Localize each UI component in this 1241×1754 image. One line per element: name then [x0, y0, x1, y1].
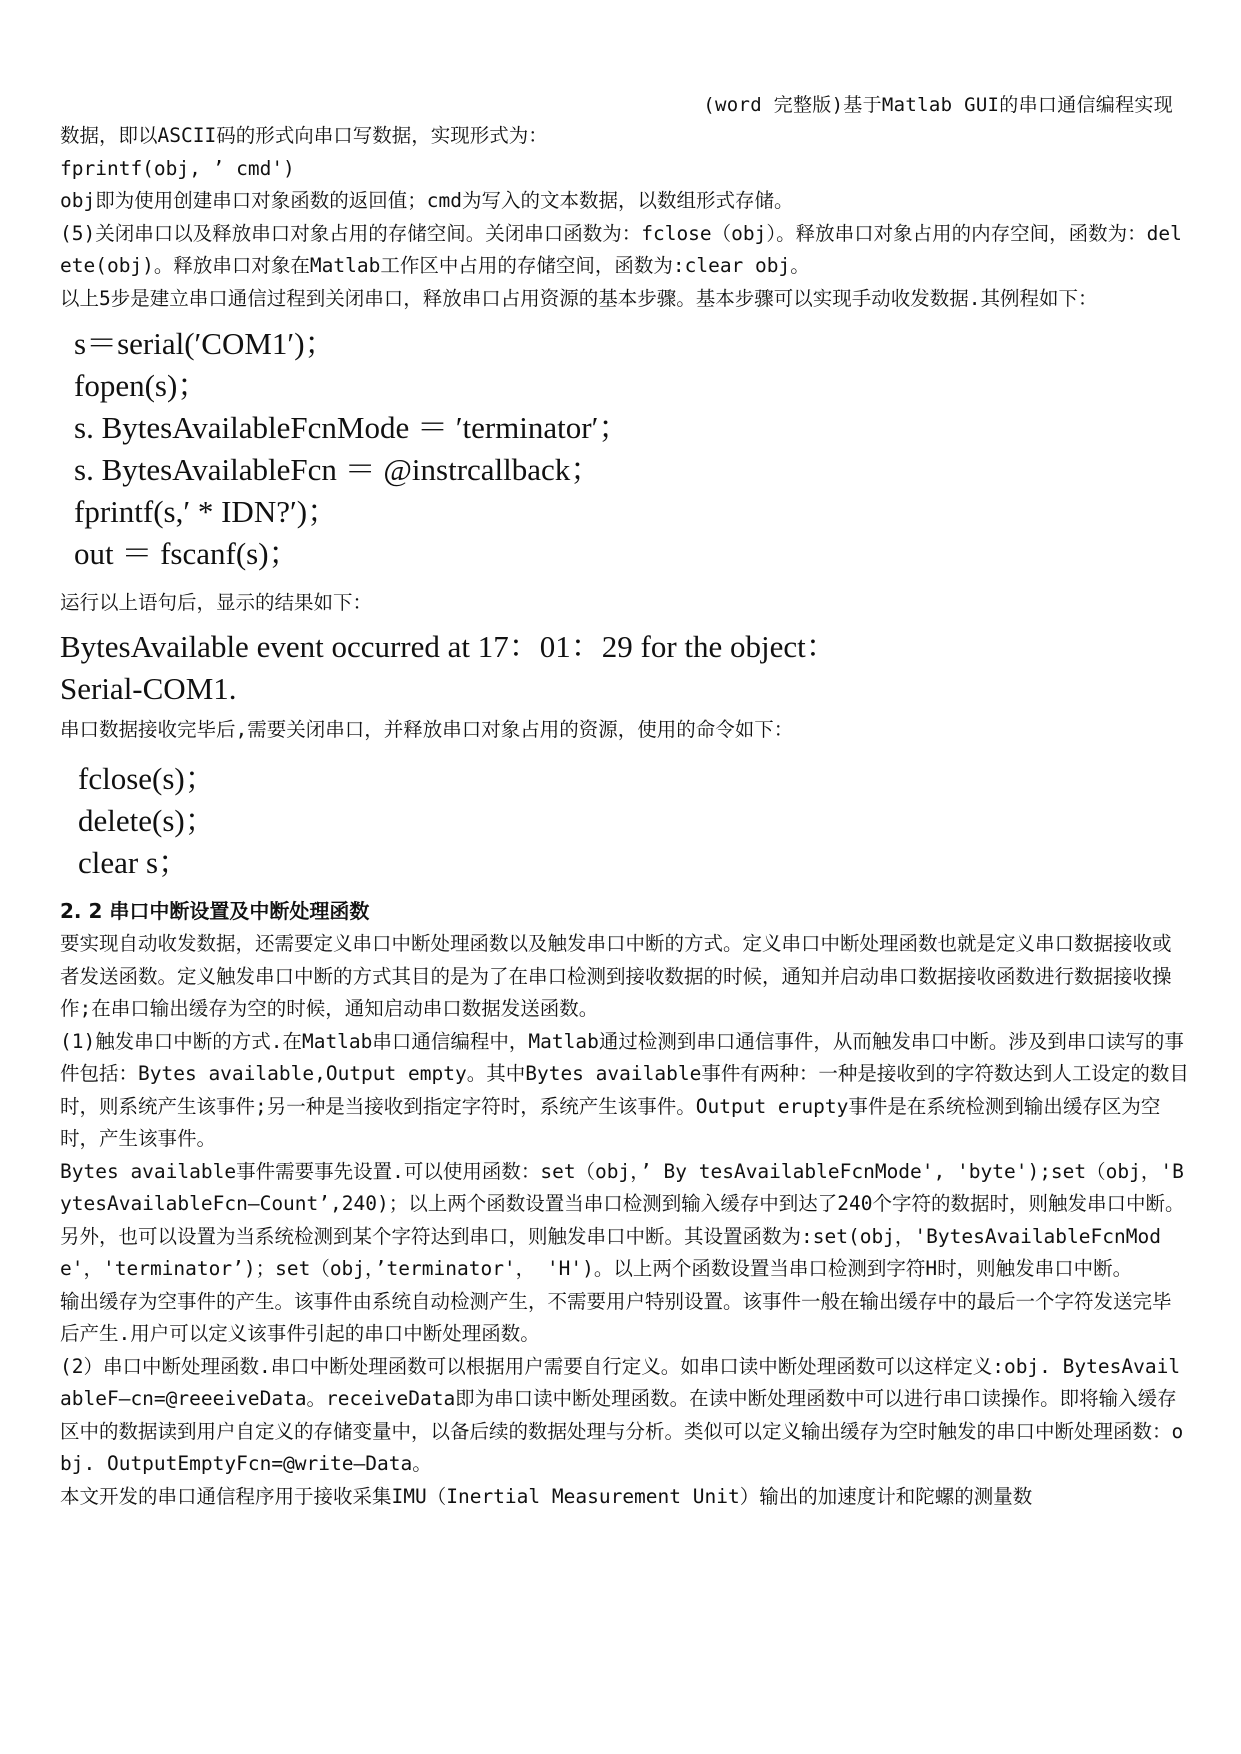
paragraph-imu: 本文开发的串口通信程序用于接收采集IMU（Inertial Measurement Unit）输出的加速度计和陀螺的测量数 [60, 1484, 1033, 1508]
result-output [60, 626, 1190, 710]
code-line: delete(s)； [78, 803, 216, 838]
document-body [60, 120, 1190, 1513]
paragraph-obj-cmd: obj即为使用创建串口对象函数的返回值；cmd为写入的文本数据，以数组形式存储。 [60, 189, 794, 212]
code-line: fprintf(s,′ * IDN?′)； [74, 494, 339, 529]
code-line: clear s； [78, 845, 190, 880]
paragraph-trigger-mode: (1)触发串口中断的方式.在Matlab串口通信编程中，Matlab通过检测到串口通信事件，从而触发串口中断。涉及到串口读写的事件包括：Bytes available,Output empty。其中Bytes available事件有两种：一种是接收到的字符数达到人工设定的数目时，则系统产生该事件;另一种是当接收到指定字符时，系统产生该事件。Output erupty事件是在系统检测到输出缓存区为空时，产生该事件。 [60, 1029, 1189, 1150]
paragraph-handler-function: (2）串口中断处理函数.串口中断处理函数可以根据用户需要自行定义。如串口读中断处理函数可以这样定义:obj. BytesAvailableF—cn=@reeeiveData。receiveData即为串口读中断处理函数。在读中断处理函数中可以进行串口读操作。即将输入缓存区中的数据读到用户自定义的存储变量中，以备后续的数据处理与分析。类似可以定义输出缓存为空时触发的串口中断处理函数：obj. OutputEmptyFcn=@write—Data。 [60, 1354, 1184, 1475]
paragraph-after-run: 运行以上语句后，显示的结果如下： [60, 591, 373, 614]
paragraph-interrupt-intro: 要实现自动收发数据，还需要定义串口中断处理函数以及触发串口中断的方式。定义串口中断处理函数也就是定义串口数据接收或者发送函数。定义触发串口中断的方式其目的是为了在串口检测到接收数据的时候，通知并启动串口数据接收函数进行数据接收操作;在串口输出缓存为空的时候，通知启动串口数据发送函数。 [60, 932, 1172, 1020]
paragraph-close-intro: 串口数据接收完毕后,需要关闭串口，并释放串口对象占用的资源，使用的命令如下： [60, 717, 794, 741]
code-line: out ＝ fscanf(s)； [74, 536, 300, 571]
code-example-close [78, 758, 1190, 884]
result-line: BytesAvailable event occurred at 17：01：29 for the object： [60, 628, 837, 664]
code-line: fopen(s)； [74, 368, 209, 403]
code-line: s＝serial(′COM1′)； [74, 326, 336, 361]
paragraph-ascii-write: 数据，即以ASCII码的形式向串口写数据，实现形式为： [60, 124, 548, 147]
code-line: s. BytesAvailableFcn ＝ @instrcallback； [74, 452, 602, 487]
paragraph-output-empty: 输出缓存为空事件的产生。该事件由系统自动检测产生，不需要用户特别设置。该事件一般在输出缓存中的最后一个字符发送完毕后产生.用户可以定义该事件引起的串口中断处理函数。 [60, 1289, 1172, 1345]
code-line: fclose(s)； [78, 761, 216, 796]
paragraph-close-serial: (5)关闭串口以及释放串口对象占用的存储空间。关闭串口函数为：fclose（obj）。释放串口对象占用的内存空间，函数为：delete(obj)。释放串口对象在Matlab工作区中占用的存储空间，函数为:clear obj。 [60, 221, 1182, 277]
paragraph-bytes-available: Bytes available事件需要事先设置.可以使用函数：set（obj，’ By tesAvailableFcnMode', 'byte');set（obj，'BytesAvailableFcn—Count’,240)；以上两个函数设置当串口检测到输入缓存中到达了240个字符的数据时，则触发串口中断。另外，也可以设置为当系统检测到某个字符达到串口，则触发串口中断。其设置函数为:set(obj，'BytesAvailableFcnMode'，'terminator’)；set（obj，’terminator'， 'H')。以上两个函数设置当串口检测到字符H时，则触发串口中断。 [60, 1159, 1185, 1280]
page-header: (word 完整版)基于Matlab GUI的串口通信编程实现 [703, 94, 1173, 116]
code-example-open [74, 323, 1190, 575]
paragraph-fprintf-syntax: fprintf(obj, ’ cmd') [60, 156, 295, 180]
paragraph-five-steps: 以上5步是建立串口通信过程到关闭串口，释放串口占用资源的基本步骤。基本步骤可以实现手动收发数据.其例程如下： [60, 286, 1098, 310]
code-line: s. BytesAvailableFcnMode ＝ ′terminator′； [74, 410, 630, 445]
result-line: Serial-COM1. [60, 670, 237, 706]
section-heading: 2. 2 串口中断设置及中断处理函数 [60, 899, 370, 923]
